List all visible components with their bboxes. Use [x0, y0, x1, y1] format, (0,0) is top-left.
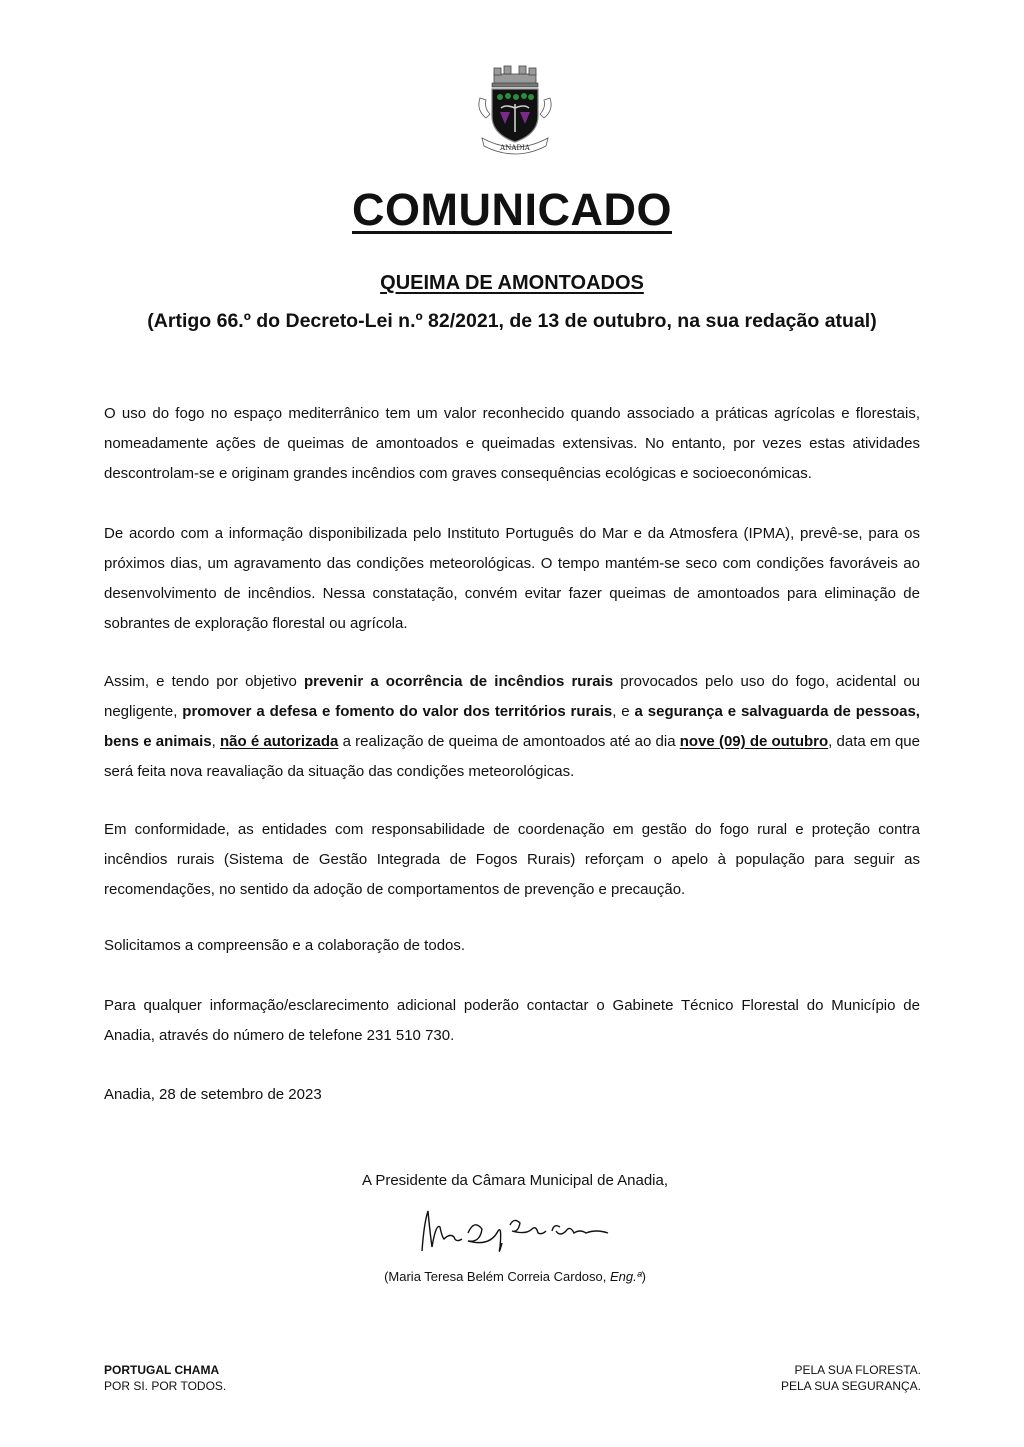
- name-title: Eng.ª: [610, 1269, 642, 1284]
- footer-line-1: PELA SUA FLORESTA.: [794, 1363, 921, 1377]
- signature-block: [340, 1172, 690, 1284]
- footer-campaign-left: [104, 1362, 226, 1394]
- footer-campaign-right: [781, 1362, 921, 1394]
- text-segment: provocados pelo uso do fogo, acidental ou negligente,: [104, 673, 921, 720]
- legal-reference: (Artigo 66.º do Decreto-Lei n.º 82/2021, de 13 de outubro, na sua redação atual): [147, 310, 877, 332]
- signatory-role: A Presidente da Câmara Municipal de Anadia,: [361, 1172, 669, 1189]
- text-segment: Assim, e tendo por objetivo: [104, 673, 304, 690]
- campaign-brand: PORTUGAL CHAMA: [104, 1363, 220, 1377]
- paragraph-request: Solicitamos a compreensão e a colaboração de todos.: [104, 937, 466, 954]
- paragraph-fire-use: O uso do fogo no espaço mediterrânico tem um valor reconhecido quando associado a práticas agrícolas e florestais, nomeadamente ações de queimas de amontoados e queimadas extensivas. No entanto, por vezes estas atividades descontrolam-se e originam grandes incêndios com graves consequências ecológicas e socioeconómicas.: [104, 405, 920, 482]
- name-suffix: ): [641, 1269, 646, 1284]
- paragraph-conformity: Em conformidade, as entidades com responsabilidade de coordenação em gestão do fogo rural e proteção contra incêndios rurais (Sistema de Gestão Integrada de Fogos Rurais) reforçam o apelo à população para seguir as recomendações, no sentido da adoção de comportamentos de prevenção e precaução.: [104, 821, 920, 898]
- footer-line-2: PELA SUA SEGURANÇA.: [780, 1379, 921, 1393]
- text-segment: a realização de queima de amontoados até ao dia: [338, 733, 680, 750]
- municipal-crest-icon: [474, 64, 556, 156]
- emphasis-safety: a segurança e salvaguarda de pessoas, bens e animais: [104, 703, 920, 750]
- text-segment: , e: [612, 703, 635, 720]
- paragraph-prohibition: [104, 667, 920, 787]
- emphasis-promote-defense: promover a defesa e fomento do valor dos territórios rurais: [182, 703, 613, 720]
- campaign-tagline: POR SI. POR TODOS.: [104, 1379, 227, 1393]
- subtitle-text: QUEIMA DE AMONTOADOS: [380, 272, 644, 294]
- crest-label: ANADIA: [500, 144, 530, 152]
- text-segment: , data em que será feita nova reavaliação da situação das condições meteorológicas.: [104, 733, 920, 780]
- emphasis-not-authorized: não é autorizada: [219, 733, 339, 750]
- name-text: (Maria Teresa Belém Correia Cardoso,: [384, 1269, 610, 1284]
- document-subtitle: [0, 272, 1024, 295]
- emphasis-prevent-fires: prevenir a ocorrência de incêndios rurais: [303, 673, 614, 690]
- emphasis-deadline-date: nove (09) de outubro: [679, 733, 829, 750]
- place-date: Anadia, 28 de setembro de 2023: [104, 1086, 322, 1103]
- paragraph-ipma-forecast: De acordo com a informação disponibilizada pelo Instituto Português do Mar e da Atmosfera (IPMA), prevê-se, para os próximos dias, um agravamento das condições meteorológicas. O tempo mantém-se seco com condições favoráveis ao desenvolvimento de incêndios. Nessa constatação, convém evitar fazer queimas de amontoados para eliminação de sobrantes de exploração florestal ou agrícola.: [104, 525, 920, 632]
- handwritten-signature-icon: [410, 1203, 620, 1263]
- signatory-name: [340, 1269, 690, 1284]
- text-segment: ,: [211, 733, 220, 750]
- document-title: [0, 184, 1024, 236]
- paragraph-contact: Para qualquer informação/esclarecimento adicional poderão contactar o Gabinete Técnico Florestal do Município de Anadia, através do número de telefone 231 510 730.: [104, 997, 920, 1044]
- title-text: COMUNICADO: [352, 184, 672, 235]
